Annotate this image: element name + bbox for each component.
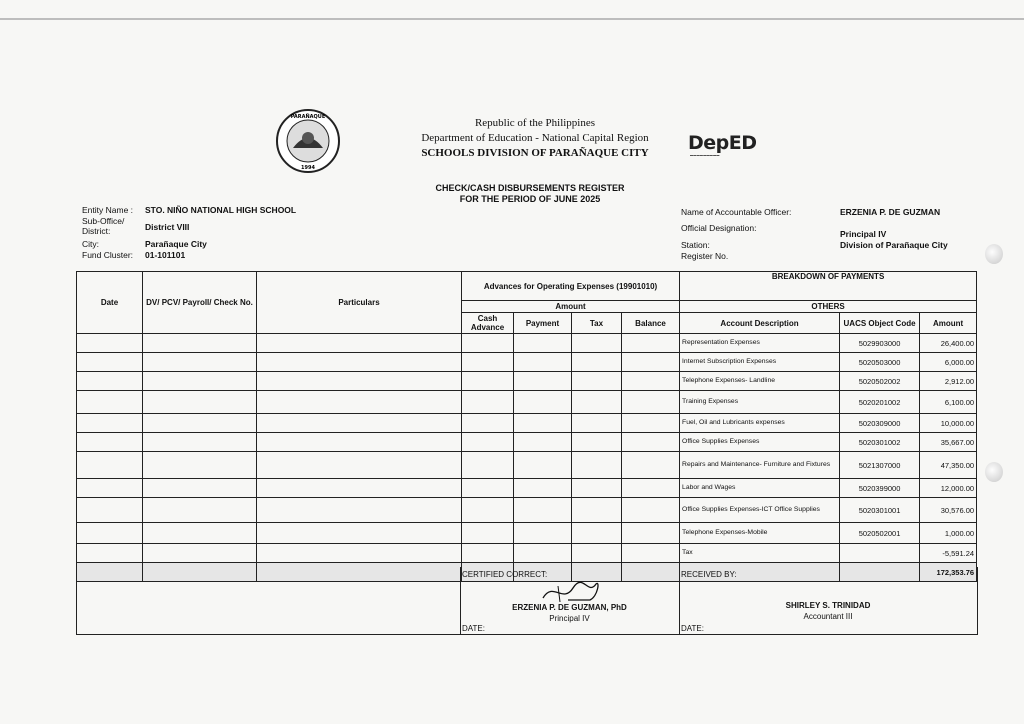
empty-cell bbox=[462, 452, 514, 479]
certification-block bbox=[76, 567, 978, 635]
empty-cell bbox=[572, 334, 622, 353]
empty-cell bbox=[622, 372, 680, 391]
account-description-cell: Office Supplies Expenses bbox=[680, 433, 840, 452]
certifier-name: ERZENIA P. DE GUZMAN, PhD bbox=[512, 603, 627, 612]
empty-cell bbox=[572, 452, 622, 479]
table-row bbox=[77, 479, 977, 498]
others-header: OTHERS bbox=[680, 301, 977, 313]
empty-cell bbox=[77, 353, 143, 372]
table-row bbox=[77, 391, 977, 414]
amount-cell: 6,000.00 bbox=[920, 353, 977, 372]
empty-cell bbox=[143, 414, 257, 433]
empty-cell bbox=[462, 544, 514, 563]
certified-label: CERTIFIED CORRECT: bbox=[462, 570, 548, 579]
uacs-header: UACS Object Code bbox=[840, 313, 920, 334]
account-description-cell: Office Supplies Expenses-ICT Office Supplies bbox=[680, 498, 840, 523]
empty-cell bbox=[257, 498, 462, 523]
empty-cell bbox=[622, 498, 680, 523]
empty-cell bbox=[77, 452, 143, 479]
empty-cell bbox=[572, 353, 622, 372]
empty-cell bbox=[572, 414, 622, 433]
empty-cell bbox=[77, 544, 143, 563]
empty-cell bbox=[257, 433, 462, 452]
account-description-cell: Fuel, Oil and Lubricants expenses bbox=[680, 414, 840, 433]
empty-cell bbox=[143, 544, 257, 563]
empty-cell bbox=[514, 523, 572, 544]
balance-header: Balance bbox=[622, 313, 680, 334]
empty-cell bbox=[143, 452, 257, 479]
table-header-row-1 bbox=[77, 272, 977, 301]
empty-cell bbox=[572, 391, 622, 414]
table-row bbox=[77, 372, 977, 391]
signature-icon bbox=[538, 576, 608, 606]
report-title-line1: CHECK/CASH DISBURSEMENTS REGISTER bbox=[435, 183, 625, 193]
deped-logo-tagline: ▬▬▬▬▬▬▬▬▬ bbox=[690, 153, 720, 157]
station-label: Station: bbox=[681, 240, 710, 250]
uacs-code-cell: 5020309000 bbox=[840, 414, 920, 433]
uacs-code-cell: 5020503000 bbox=[840, 353, 920, 372]
empty-cell bbox=[622, 452, 680, 479]
account-description-cell: Representation Expenses bbox=[680, 334, 840, 353]
amount-cell: 12,000.00 bbox=[920, 479, 977, 498]
empty-cell bbox=[514, 479, 572, 498]
disbursement-register-table bbox=[76, 271, 977, 582]
uacs-code-cell: 5020201002 bbox=[840, 391, 920, 414]
received-label: RECEIVED BY: bbox=[681, 570, 737, 579]
empty-cell bbox=[143, 479, 257, 498]
table-row bbox=[77, 523, 977, 544]
account-description-cell: Tax bbox=[680, 544, 840, 563]
sub-office-value: District VIII bbox=[145, 222, 190, 232]
empty-cell bbox=[572, 523, 622, 544]
empty-cell bbox=[622, 334, 680, 353]
empty-cell bbox=[257, 414, 462, 433]
empty-cell bbox=[143, 433, 257, 452]
table-row bbox=[77, 452, 977, 479]
uacs-code-cell: 5020502002 bbox=[840, 372, 920, 391]
empty-cell bbox=[143, 391, 257, 414]
report-period: FOR THE PERIOD OF JUNE 2025 bbox=[459, 194, 601, 204]
empty-cell bbox=[622, 523, 680, 544]
svg-text:PARAÑAQUE: PARAÑAQUE bbox=[290, 114, 326, 120]
punch-hole-bottom bbox=[985, 462, 1003, 482]
svg-text:1994: 1994 bbox=[301, 165, 315, 171]
city-value: Parañaque City bbox=[145, 239, 207, 249]
empty-cell bbox=[514, 498, 572, 523]
empty-cell bbox=[77, 498, 143, 523]
receiver-name: SHIRLEY S. TRINIDAD bbox=[785, 601, 871, 610]
scan-edge-line bbox=[0, 18, 1024, 20]
col-particulars-header: Particulars bbox=[257, 272, 462, 334]
cash-advance-header: Cash Advance bbox=[462, 313, 514, 334]
received-by-section bbox=[679, 567, 977, 634]
total-amount: 172,353.76 bbox=[920, 563, 977, 582]
register-no-label: Register No. bbox=[681, 251, 729, 261]
certified-date-label: DATE: bbox=[462, 624, 485, 633]
empty-cell bbox=[622, 391, 680, 414]
empty-cell bbox=[462, 523, 514, 544]
officer-name-label: Name of Accountable Officer: bbox=[681, 207, 792, 217]
empty-cell bbox=[257, 452, 462, 479]
empty-cell bbox=[514, 452, 572, 479]
uacs-code-cell: 5020301002 bbox=[840, 433, 920, 452]
empty-cell bbox=[257, 544, 462, 563]
account-description-cell: Repairs and Maintenance- Furniture and Fixtures bbox=[680, 452, 840, 479]
empty-cell bbox=[572, 372, 622, 391]
empty-cell bbox=[622, 414, 680, 433]
account-description-cell: Training Expenses bbox=[680, 391, 840, 414]
table-row bbox=[77, 334, 977, 353]
empty-cell bbox=[77, 414, 143, 433]
empty-cell bbox=[77, 372, 143, 391]
uacs-code-cell: 5021307000 bbox=[840, 452, 920, 479]
account-description-cell: Telephone Expenses-Mobile bbox=[680, 523, 840, 544]
empty-cell bbox=[572, 544, 622, 563]
breakdown-header: BREAKDOWN OF PAYMENTS bbox=[680, 272, 977, 301]
empty-cell bbox=[462, 372, 514, 391]
empty-cell bbox=[77, 334, 143, 353]
amount-cell: 10,000.00 bbox=[920, 414, 977, 433]
empty-cell bbox=[143, 334, 257, 353]
uacs-code-cell: 5020502001 bbox=[840, 523, 920, 544]
empty-cell bbox=[77, 433, 143, 452]
empty-cell bbox=[514, 414, 572, 433]
uacs-code-cell bbox=[840, 544, 920, 563]
amount-header: Amount bbox=[462, 301, 680, 313]
punch-hole-top bbox=[985, 244, 1003, 264]
empty-cell bbox=[77, 479, 143, 498]
amount-cell: 47,350.00 bbox=[920, 452, 977, 479]
amount-cell: 6,100.00 bbox=[920, 391, 977, 414]
account-description-cell: Labor and Wages bbox=[680, 479, 840, 498]
empty-cell bbox=[622, 353, 680, 372]
empty-cell bbox=[257, 523, 462, 544]
amount-cell: 2,912.00 bbox=[920, 372, 977, 391]
division-seal-icon bbox=[275, 108, 341, 174]
empty-cell bbox=[514, 372, 572, 391]
uacs-code-cell: 5020399000 bbox=[840, 479, 920, 498]
designation-label: Official Designation: bbox=[681, 223, 757, 233]
department-line: Department of Education - National Capital Region bbox=[421, 132, 649, 144]
empty-cell bbox=[143, 523, 257, 544]
officer-name: ERZENIA P. DE GUZMAN bbox=[840, 207, 941, 217]
sub-office-label: Sub-Office/ District: bbox=[82, 216, 125, 236]
empty-cell bbox=[622, 544, 680, 563]
empty-cell bbox=[462, 479, 514, 498]
payment-header: Payment bbox=[514, 313, 572, 334]
empty-cell bbox=[257, 353, 462, 372]
table-row bbox=[77, 433, 977, 452]
empty-cell bbox=[257, 391, 462, 414]
empty-cell bbox=[514, 353, 572, 372]
amount-cell: 1,000.00 bbox=[920, 523, 977, 544]
fund-cluster-label: Fund Cluster: bbox=[82, 250, 134, 260]
deped-logo: DepED bbox=[688, 132, 757, 154]
empty-cell bbox=[77, 391, 143, 414]
report-title bbox=[380, 183, 680, 205]
account-description-header: Account Description bbox=[680, 313, 840, 334]
empty-cell bbox=[514, 334, 572, 353]
col-date-header: Date bbox=[77, 272, 143, 334]
entity-name: STO. NIÑO NATIONAL HIGH SCHOOL bbox=[145, 205, 297, 215]
empty-cell bbox=[572, 498, 622, 523]
empty-cell bbox=[462, 334, 514, 353]
fund-cluster-value: 01-101101 bbox=[145, 250, 186, 260]
empty-cell bbox=[572, 433, 622, 452]
empty-cell bbox=[462, 414, 514, 433]
amount-cell: 35,667.00 bbox=[920, 433, 977, 452]
entity-name-label: Entity Name : bbox=[82, 205, 134, 215]
amount-cell: 26,400.00 bbox=[920, 334, 977, 353]
agency-header bbox=[380, 116, 690, 161]
republic-line: Republic of the Philippines bbox=[474, 117, 596, 129]
empty-cell bbox=[143, 498, 257, 523]
table-row bbox=[77, 353, 977, 372]
certifier-title: Principal IV bbox=[549, 614, 590, 623]
empty-cell bbox=[514, 391, 572, 414]
empty-cell bbox=[622, 479, 680, 498]
table-row bbox=[77, 414, 977, 433]
empty-cell bbox=[257, 372, 462, 391]
col-dv-header: DV/ PCV/ Payroll/ Check No. bbox=[143, 272, 257, 334]
amount-cell: 30,576.00 bbox=[920, 498, 977, 523]
amount-cell: -5,591.24 bbox=[920, 544, 977, 563]
empty-cell bbox=[143, 353, 257, 372]
empty-cell bbox=[462, 353, 514, 372]
empty-cell bbox=[572, 479, 622, 498]
table-row bbox=[77, 544, 977, 563]
empty-cell bbox=[622, 433, 680, 452]
empty-cell bbox=[462, 498, 514, 523]
empty-cell bbox=[514, 433, 572, 452]
received-date-label: DATE: bbox=[681, 624, 704, 633]
advances-header: Advances for Operating Expenses (19901010) bbox=[462, 272, 680, 301]
account-description-cell: Internet Subscription Expenses bbox=[680, 353, 840, 372]
uacs-code-cell: 5020301001 bbox=[840, 498, 920, 523]
city-label: City: bbox=[82, 239, 99, 249]
empty-cell bbox=[77, 523, 143, 544]
amount-col-header: Amount bbox=[920, 313, 977, 334]
empty-cell bbox=[462, 391, 514, 414]
tax-header: Tax bbox=[572, 313, 622, 334]
table-row bbox=[77, 498, 977, 523]
account-description-cell: Telephone Expenses- Landline bbox=[680, 372, 840, 391]
receiver-title: Accountant III bbox=[803, 612, 853, 621]
empty-cell bbox=[143, 372, 257, 391]
empty-cell bbox=[514, 544, 572, 563]
station-value: Division of Parañaque City bbox=[840, 240, 948, 250]
empty-cell bbox=[257, 479, 462, 498]
empty-cell bbox=[257, 334, 462, 353]
empty-cell bbox=[462, 433, 514, 452]
uacs-code-cell: 5029903000 bbox=[840, 334, 920, 353]
division-line: SCHOOLS DIVISION OF PARAÑAQUE CITY bbox=[421, 147, 649, 159]
footer-blank-area bbox=[77, 567, 461, 634]
designation-value: Principal IV bbox=[840, 229, 887, 239]
